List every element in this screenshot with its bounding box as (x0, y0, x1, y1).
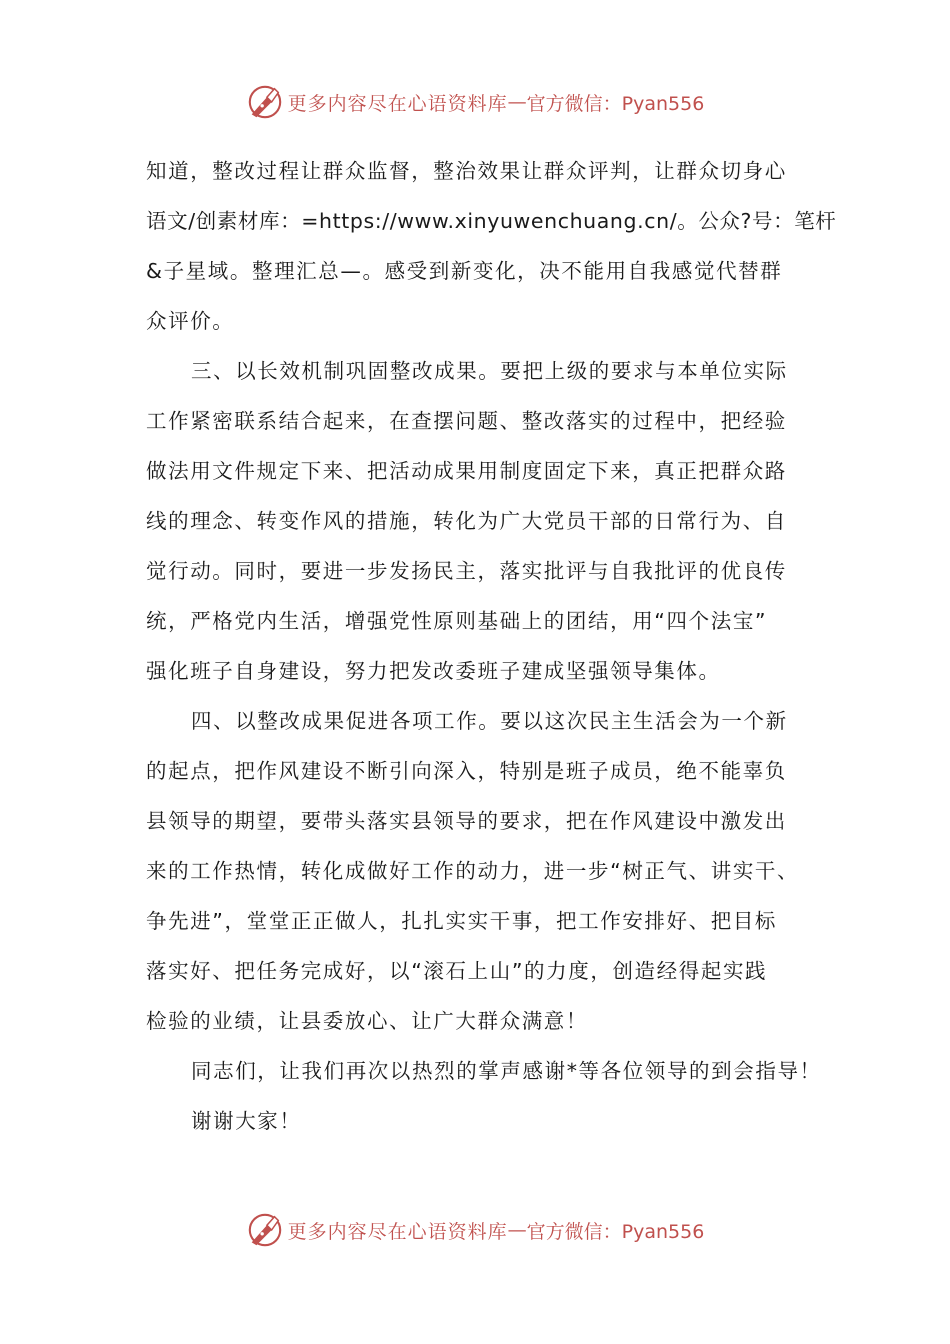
document-body (146, 146, 837, 1146)
text-line: 谢谢大家！ (191, 1109, 302, 1133)
banner-wechat: 官方微信：Pyan556 (526, 1220, 705, 1243)
text-line: 检验的业绩，让县委放心、让广大群众满意！ (146, 1009, 588, 1033)
text-line: 的起点，把作风建设不断引向深入，特别是班子成员，绝不能辜负 (146, 759, 787, 783)
pen-nib-icon (246, 83, 284, 121)
footer-banner (0, 1210, 950, 1250)
text-line: 强化班子自身建设，努力把发改委班子建成坚强领导集体。 (146, 659, 721, 683)
text-line: 县领导的期望，要带头落实县领导的要求，把在作风建设中激发出 (146, 809, 787, 833)
text-line: 觉行动。同时，要进一步发扬民主，落实批评与自我批评的优良传 (146, 559, 787, 583)
banner-title: 更多内容尽在心语资料库 (287, 92, 508, 115)
text-line: 同志们，让我们再次以热烈的掌声感谢*等各位领导的到会指导！ (191, 1059, 822, 1083)
text-line: &子星域。整理汇总—。感受到新变化，决不能用自我感觉代替群 (146, 259, 783, 283)
text-line: 统，严格党内生活，增强党性原则基础上的团结，用“四个法宝” (146, 609, 768, 633)
text-line: 三、以长效机制巩固整改成果。要把上级的要求与本单位实际 (191, 359, 788, 383)
text-line: 线的理念、转变作风的措施，转化为广大党员干部的日常行为、自 (146, 509, 787, 533)
text-line: 争先进”，堂堂正正做人，扎扎实实干事，把工作安排好、把目标 (146, 909, 778, 933)
text-line: 做法用文件规定下来、把活动成果用制度固定下来，真正把群众路 (146, 459, 787, 483)
banner-separator: — (507, 91, 527, 113)
text-line: 知道，整改过程让群众监督，整治效果让群众评判，让群众切身心 (146, 159, 787, 183)
text-line: 众评价。 (146, 309, 235, 333)
pen-nib-icon (246, 1211, 284, 1249)
header-banner (0, 82, 950, 122)
banner-wechat: 官方微信：Pyan556 (526, 92, 705, 115)
text-line: 来的工作热情，转化成做好工作的动力，进一步“树正气、讲实干、 (146, 859, 800, 883)
text-line: 落实好、把任务完成好，以“滚石上山”的力度，创造经得起实践 (146, 959, 768, 983)
text-line: 四、以整改成果促进各项工作。要以这次民主生活会为一个新 (191, 709, 788, 733)
text-line: 语文/创素材库：=https://www.xinyuwenchuang.cn/。公众?号：笔杆 (146, 209, 837, 233)
text-line: 工作紧密联系结合起来，在查摆问题、整改落实的过程中，把经验 (146, 409, 787, 433)
banner-separator: — (507, 1219, 527, 1241)
banner-title: 更多内容尽在心语资料库 (287, 1220, 508, 1243)
